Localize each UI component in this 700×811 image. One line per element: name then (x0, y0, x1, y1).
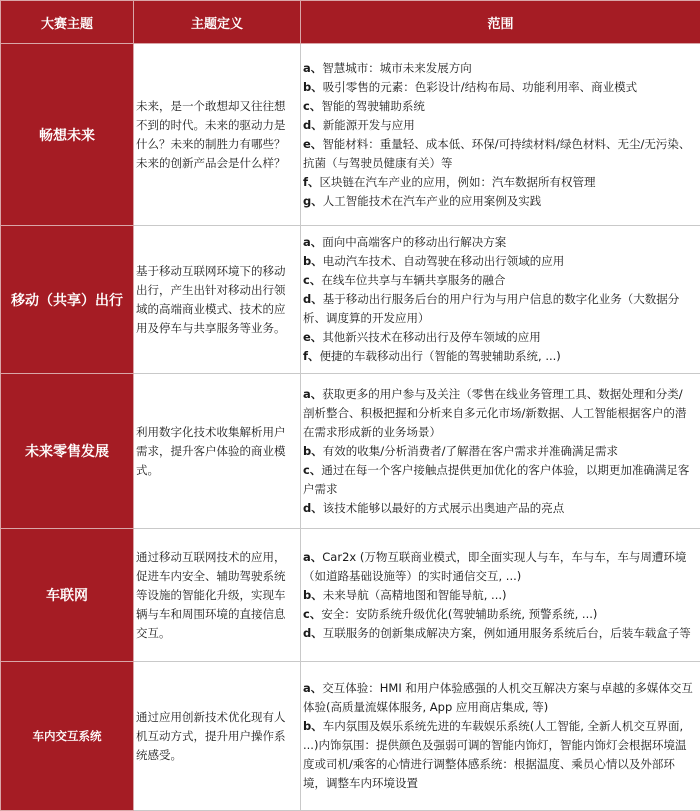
scope-item-letter: d、 (303, 118, 323, 132)
row-theme: 车内交互系统 (1, 662, 134, 811)
scope-item-letter: c、 (303, 607, 321, 621)
scope-item-letter: a、 (303, 235, 322, 249)
table-header-row (1, 1, 700, 44)
scope-item-letter: f、 (303, 175, 320, 189)
scope-item-letter: f、 (303, 349, 320, 363)
scope-item (303, 605, 694, 624)
row-theme: 未来零售发展 (1, 374, 134, 529)
scope-item (303, 679, 694, 717)
scope-item (303, 586, 694, 605)
scope-item (303, 252, 694, 271)
scope-item-text: 安全：安防系统升级优化(驾驶辅助系统, 预警系统, ...) (321, 607, 597, 621)
scope-item-letter: a、 (303, 387, 322, 401)
row-definition: 通过应用创新技术优化现有人机互动方式，提升用户操作系统感受。 (134, 662, 301, 811)
scope-item-text: 基于移动出行服务后台的用户行为与用户信息的数字化业务（大数据分析、调度算的开发应用） (303, 292, 679, 325)
scope-item-text: 吸引零售的元素：色彩设计/结构布局、功能利用率、商业模式 (323, 80, 637, 94)
scope-item-text: 获取更多的用户参与及关注（零售在线业务管理工具、数据处理和分类/剖析整合、积极把握和分析来自多元化市场/新数据、人工智能根据客户的潜在需求形成新的业务场景） (303, 387, 686, 439)
scope-item (303, 78, 694, 97)
scope-item-text: 电动汽车技术、自动驾驶在移动出行领域的应用 (323, 254, 565, 268)
scope-item (303, 717, 694, 793)
header-definition: 主题定义 (134, 1, 301, 44)
scope-item-text: 通过在每一个客户接触点提供更加优化的客户体验，以期更加准确满足客户需求 (303, 463, 689, 496)
row-definition: 未来，是一个敢想却又往往想不到的时代。未来的驱动力是什么？未来的制胜力有哪些？未来的创新产品会是什么样？ (134, 44, 301, 226)
scope-item-text: 该技术能够以最好的方式展示出奥迪产品的亮点 (323, 501, 565, 515)
row-theme: 车联网 (1, 529, 134, 662)
scope-item-text: Car2x (万物互联商业模式，即全面实现人与车，车与车，车与周遭环境（如道路基础设施等）的实时通信交互, ...) (303, 550, 686, 583)
scope-item (303, 442, 694, 461)
scope-item-letter: e、 (303, 137, 322, 151)
table-row (1, 44, 700, 226)
scope-item (303, 624, 694, 643)
scope-item-text: 车内氛围及娱乐系统先进的车载娱乐系统(人工智能, 全新人机交互界面, ...)内饰氛围：提供颜色及强弱可调的智能内饰灯，智能内饰灯会根据环境温度或司机/乘客的心情进行调整体感系统：根据温度、乘员心情以及外部环境，调整车内环境设置 (303, 719, 686, 790)
scope-item (303, 233, 694, 252)
scope-item-letter: a、 (303, 550, 322, 564)
scope-item-letter: c、 (303, 463, 321, 477)
row-theme: 畅想未来 (1, 44, 134, 226)
scope-item-letter: a、 (303, 681, 322, 695)
scope-item-letter: g、 (303, 194, 323, 208)
scope-item-text: 便捷的车载移动出行（智能的驾驶辅助系统, ...) (320, 349, 561, 363)
scope-item-text: 互联服务的创新集成解决方案，例如通用服务系统后台，后装车载盒子等 (323, 626, 691, 640)
scope-item (303, 328, 694, 347)
scope-item (303, 173, 694, 192)
scope-item (303, 135, 694, 173)
scope-item (303, 461, 694, 499)
scope-item-letter: b、 (303, 80, 323, 94)
scope-item-text: 新能源开发与应用 (323, 118, 415, 132)
scope-item-text: 交互体验：HMI 和用户体验感强的人机交互解决方案与卓越的多媒体交互体验(高质量流媒体服务, App 应用商店集成, 等) (303, 681, 693, 714)
scope-item (303, 347, 694, 366)
row-definition: 利用数字化技术收集解析用户需求，提升客户体验的商业模式。 (134, 374, 301, 529)
scope-item-letter: b、 (303, 254, 323, 268)
scope-item-text: 面向中高端客户的移动出行解决方案 (322, 235, 506, 249)
scope-item-letter: d、 (303, 501, 323, 515)
row-definition: 通过移动互联网技术的应用，促进车内安全、辅助驾驶系统等设施的智能化升级，实现车辆与车和周围环境的直接信息交互。 (134, 529, 301, 662)
table-row (1, 226, 700, 374)
scope-item-text: 未来导航（高精地图和智能导航, ...) (323, 588, 507, 602)
scope-item (303, 59, 694, 78)
scope-item (303, 97, 694, 116)
row-scope (301, 662, 700, 811)
row-scope (301, 529, 700, 662)
row-theme: 移动（共享）出行 (1, 226, 134, 374)
scope-item-letter: b、 (303, 444, 323, 458)
scope-item-text: 其他新兴技术在移动出行及停车领域的应用 (322, 330, 541, 344)
scope-item-letter: d、 (303, 626, 323, 640)
header-scope: 范围 (301, 1, 700, 44)
table-row (1, 374, 700, 529)
scope-item (303, 385, 694, 442)
scope-item-letter: b、 (303, 719, 323, 733)
scope-item-text: 智慧城市：城市未来发展方向 (322, 61, 472, 75)
scope-item-text: 人工智能技术在汽车产业的应用案例及实践 (323, 194, 542, 208)
scope-item-letter: d、 (303, 292, 323, 306)
scope-item-text: 智能材料：重量轻、成本低、环保/可持续材料/绿色材料、无尘/无污染、抗菌（与驾驶员健康有关）等 (303, 137, 690, 170)
scope-item (303, 271, 694, 290)
row-scope (301, 226, 700, 374)
header-theme: 大赛主题 (1, 1, 134, 44)
scope-item-letter: a、 (303, 61, 322, 75)
scope-item-text: 区块链在汽车产业的应用，例如：汽车数据所有权管理 (320, 175, 596, 189)
scope-item-text: 有效的收集/分析消费者/了解潜在客户需求并准确满足需求 (323, 444, 618, 458)
scope-item-letter: b、 (303, 588, 323, 602)
row-scope (301, 44, 700, 226)
row-definition: 基于移动互联网环境下的移动出行，产生出针对移动出行领域的高端商业模式、技术的应用及停车与共享服务等业务。 (134, 226, 301, 374)
table-row (1, 529, 700, 662)
scope-item (303, 548, 694, 586)
scope-item-text: 智能的驾驶辅助系统 (321, 99, 425, 113)
scope-item (303, 192, 694, 211)
scope-item-letter: c、 (303, 273, 321, 287)
scope-item-letter: c、 (303, 99, 321, 113)
scope-item-text: 在线车位共享与车辆共享服务的融合 (321, 273, 505, 287)
scope-item (303, 290, 694, 328)
scope-item (303, 116, 694, 135)
scope-item (303, 499, 694, 518)
row-scope (301, 374, 700, 529)
table-row (1, 662, 700, 811)
scope-item-letter: e、 (303, 330, 322, 344)
